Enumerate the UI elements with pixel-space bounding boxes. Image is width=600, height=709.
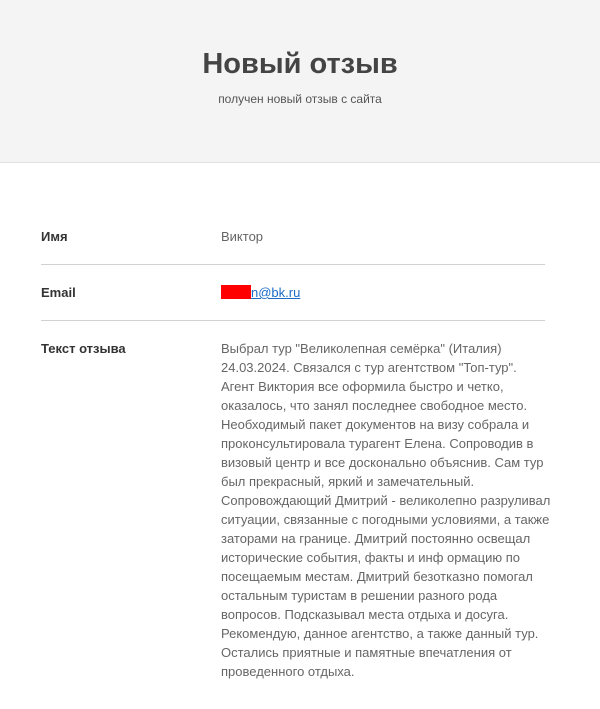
- divider: [41, 320, 545, 321]
- email-link-text: n@bk.ru: [251, 285, 301, 300]
- page-subtitle: получен новый отзыв с сайта: [218, 92, 382, 106]
- name-label: Имя: [41, 229, 68, 244]
- email-value: [221, 283, 551, 302]
- email-link[interactable]: [221, 285, 300, 300]
- redaction-mark: [221, 285, 251, 299]
- divider: [41, 264, 545, 265]
- page-title: Новый отзыв: [202, 48, 398, 80]
- review-row: [41, 339, 551, 684]
- email-row: [41, 283, 545, 303]
- email-header: [0, 0, 600, 163]
- name-value: Виктор: [221, 229, 264, 244]
- review-text: Выбрал тур "Великолепная семёрка" (Италия) 24.03.2024. Связался с тур агентством "Топ-тур". Агент Виктория все оформила быстро и четко, оказалось, что занял последнее свободное место. Необходимый пакет документов на визу собрала и проконсультировала турагент Елена. Сопроводив в визовый центр и все досконально объяснив. Сам тур был прекрасный, яркий и замечательный. Сопровождающий Дмитрий - великолепно разруливал ситуации, связанные с погодными условиями, а также заторами на границе. Дмитрий постоянно освещал исторические события, факты и инф ормацию по посещаемым местам. Дмитрий безотказно помогал остальным туристам в решении разного рода вопросов. Подсказывал места отдыха и досуга. Рекомендую, данное агентство, а также данный тур. Остались приятные и памятные впечатления от проведенного отдыха.: [221, 341, 551, 679]
- review-label: Текст отзыва: [41, 341, 126, 356]
- name-row: [41, 227, 545, 247]
- email-label: Email: [41, 285, 76, 300]
